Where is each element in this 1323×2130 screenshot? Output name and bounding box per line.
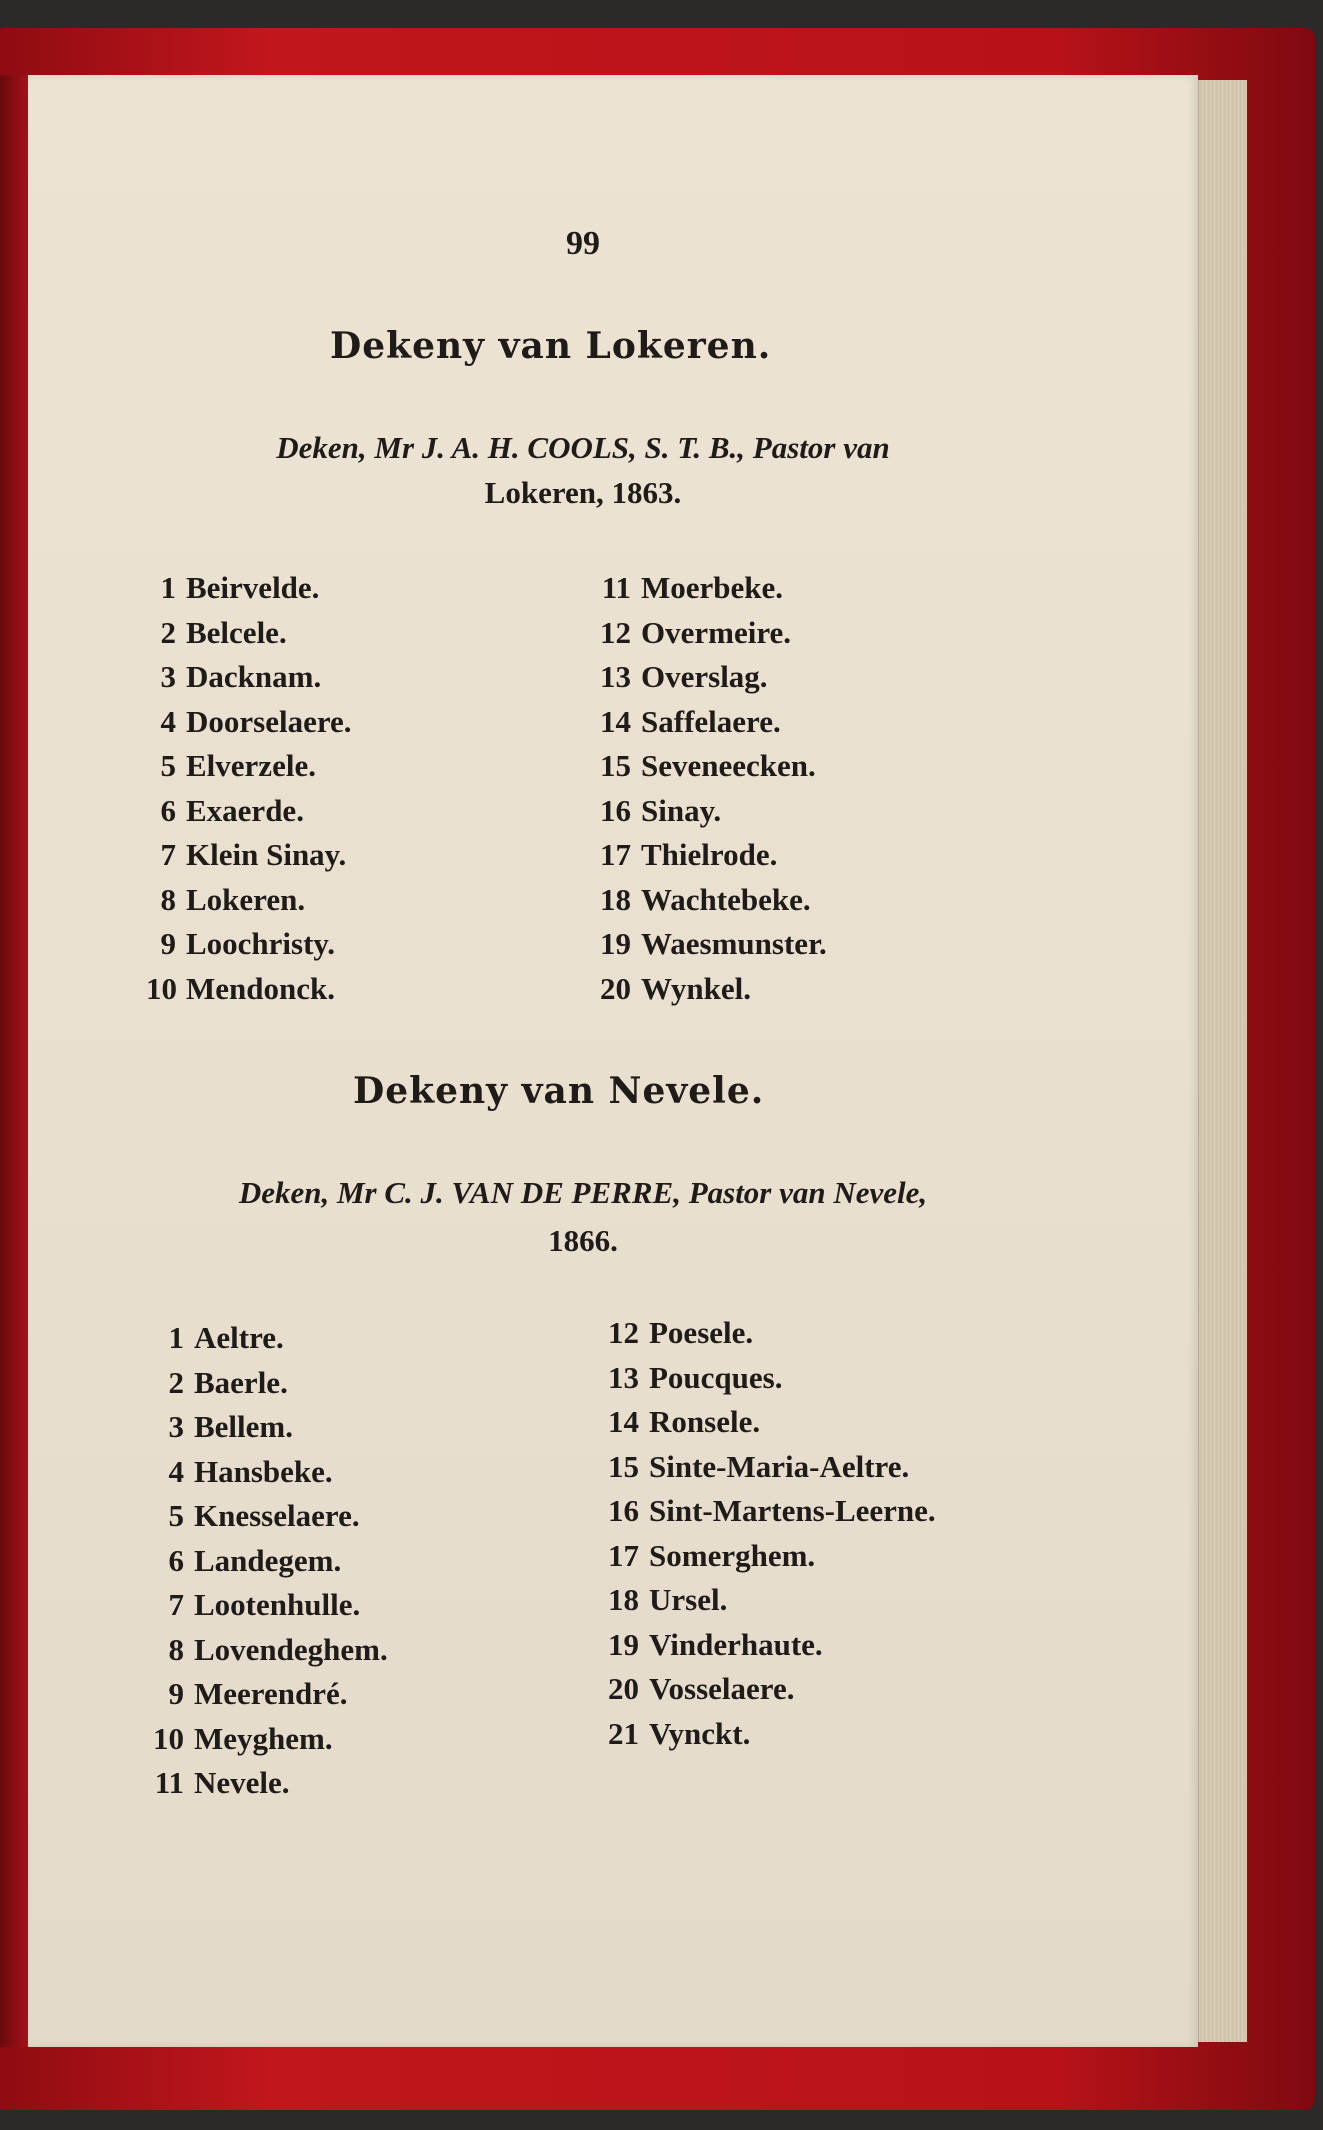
parish-name: Thielrode.: [641, 837, 778, 872]
parish-number: 12: [608, 1315, 639, 1350]
parish-number: 18: [608, 1582, 639, 1617]
parish-name: Elverzele.: [186, 748, 316, 783]
parish-number: 1: [168, 1320, 184, 1355]
parish-entry: [593, 748, 816, 784]
parish-number: 7: [168, 1587, 184, 1622]
parish-entry: [593, 971, 751, 1007]
parish-number: 11: [154, 1765, 184, 1800]
parish-entry: [593, 615, 791, 651]
parish-number: 20: [600, 970, 631, 1006]
parish-number: 5: [168, 1498, 184, 1533]
parish-entry: [601, 1716, 750, 1752]
parish-name: Belcele.: [186, 614, 287, 650]
parish-entry: [146, 615, 287, 651]
parish-name: Wynkel.: [641, 970, 751, 1006]
parish-name: Somerghem.: [649, 1537, 816, 1573]
parish-name: Lokeren.: [186, 881, 306, 917]
parish-entry: [146, 1676, 348, 1712]
section-title-nevele: Dekeny van Nevele.: [353, 1070, 765, 1112]
parish-name: Poesele.: [649, 1315, 754, 1350]
parish-name: Klein Sinay.: [186, 837, 347, 872]
parish-entry: [593, 659, 768, 695]
parish-number: 7: [160, 837, 176, 872]
dean-line-nevele-1: Deken, Mr C. J. VAN DE PERRE, Pastor van Nevele,: [238, 1175, 928, 1210]
parish-entry: [593, 882, 811, 918]
parish-entry: [146, 1498, 360, 1534]
parish-entry: [601, 1315, 753, 1351]
parish-entry: [146, 1721, 333, 1757]
parish-number: 17: [600, 837, 631, 872]
parish-name: Landegem.: [194, 1542, 342, 1578]
page-block-edge: [1198, 80, 1247, 2042]
parish-entry: [146, 882, 305, 918]
parish-number: 16: [600, 792, 631, 828]
parish-entry: [146, 1409, 293, 1445]
parish-name: Sinay.: [641, 792, 722, 828]
parish-number: 2: [160, 614, 176, 650]
parish-number: 16: [608, 1493, 639, 1528]
parish-number: 6: [160, 792, 176, 828]
parish-number: 12: [600, 614, 631, 650]
parish-entry: [146, 1454, 333, 1490]
parish-entry: [146, 1543, 341, 1579]
parish-name: Waesmunster.: [641, 926, 827, 961]
parish-number: 14: [600, 703, 631, 739]
parish-number: 13: [600, 659, 631, 694]
parish-entry: [593, 837, 777, 873]
parish-name: Hansbeke.: [194, 1453, 333, 1489]
parish-entry: [146, 748, 316, 784]
parish-number: 8: [160, 881, 176, 917]
dean-line-nevele-2: 1866.: [548, 1223, 618, 1258]
parish-name: Sinte-Maria-Aeltre.: [649, 1448, 910, 1484]
parish-name: Lootenhulle.: [194, 1587, 361, 1622]
parish-number: 6: [168, 1542, 184, 1578]
parish-number: 11: [601, 570, 631, 605]
parish-entry: [146, 926, 335, 962]
parish-number: 4: [160, 703, 176, 739]
parish-name: Meerendré.: [194, 1676, 348, 1711]
parish-number: 13: [608, 1359, 639, 1395]
parish-number: 18: [600, 881, 631, 917]
parish-number: 17: [608, 1537, 639, 1573]
binding-edge: [0, 75, 28, 2047]
parish-name: Exaerde.: [186, 792, 304, 828]
parish-name: Moerbeke.: [641, 570, 784, 605]
parish-name: Beirvelde.: [186, 570, 320, 605]
parish-name: Wachtebeke.: [641, 881, 811, 917]
parish-number: 21: [608, 1715, 639, 1751]
parish-name: Baerle.: [194, 1364, 288, 1400]
parish-name: Meyghem.: [194, 1720, 333, 1756]
parish-name: Vinderhaute.: [649, 1626, 823, 1662]
parish-entry: [146, 793, 304, 829]
parish-number: 19: [600, 926, 631, 961]
parish-entry: [146, 971, 335, 1007]
parish-entry: [601, 1449, 909, 1485]
parish-number: 3: [160, 659, 176, 694]
parish-name: Vosselaere.: [649, 1671, 795, 1706]
parish-number: 14: [608, 1404, 639, 1439]
parish-name: Doorselaere.: [186, 703, 352, 739]
parish-name: Lovendeghem.: [194, 1631, 388, 1667]
parish-entry: [146, 570, 319, 606]
parish-entry: [146, 837, 346, 873]
parish-entry: [146, 1632, 388, 1668]
parish-number: 19: [608, 1626, 639, 1662]
parish-name: Ursel.: [649, 1582, 728, 1617]
parish-number: 4: [168, 1453, 184, 1489]
parish-entry: [593, 793, 721, 829]
section-title-lokeren: Dekeny van Lokeren.: [330, 325, 772, 367]
parish-entry: [146, 1587, 360, 1623]
parish-name: Saffelaere.: [641, 703, 781, 739]
parish-entry: [601, 1538, 815, 1574]
parish-entry: [146, 1365, 288, 1401]
parish-number: 8: [168, 1631, 184, 1667]
parish-name: Poucques.: [649, 1359, 783, 1395]
parish-entry: [593, 570, 783, 606]
parish-number: 20: [608, 1671, 639, 1706]
parish-number: 5: [160, 748, 176, 783]
parish-name: Mendonck.: [186, 970, 335, 1006]
parish-number: 15: [608, 1448, 639, 1484]
parish-entry: [146, 659, 321, 695]
dean-line-lokeren-2: Lokeren, 1863.: [484, 475, 682, 510]
parish-name: Bellem.: [194, 1409, 293, 1444]
parish-entry: [593, 704, 781, 740]
parish-number: 3: [168, 1409, 184, 1444]
parish-number: 10: [153, 1720, 184, 1756]
parish-number: 2: [168, 1364, 184, 1400]
parish-number: 9: [168, 1676, 184, 1711]
parish-name: Vynckt.: [649, 1715, 751, 1751]
parish-entry: [146, 1765, 290, 1801]
book-page: [28, 75, 1198, 2047]
parish-entry: [601, 1582, 727, 1618]
parish-name: Seveneecken.: [641, 748, 816, 783]
parish-name: Sint-Martens-Leerne.: [649, 1493, 936, 1528]
parish-name: Aeltre.: [194, 1320, 284, 1355]
parish-entry: [593, 926, 827, 962]
parish-entry: [601, 1493, 936, 1529]
parish-name: Ronsele.: [649, 1404, 761, 1439]
parish-entry: [146, 704, 352, 740]
parish-name: Overslag.: [641, 659, 768, 694]
parish-name: Dacknam.: [186, 659, 322, 694]
parish-number: 1: [160, 570, 176, 605]
page-number: 99: [566, 225, 600, 262]
parish-name: Knesselaere.: [194, 1498, 360, 1533]
dean-line-lokeren-1: Deken, Mr J. A. H. COOLS, S. T. B., Pastor van: [276, 430, 890, 465]
parish-entry: [146, 1320, 284, 1356]
parish-name: Overmeire.: [641, 614, 792, 650]
parish-entry: [601, 1671, 795, 1707]
parish-number: 10: [146, 970, 177, 1006]
parish-entry: [601, 1404, 760, 1440]
parish-entry: [601, 1360, 783, 1396]
parish-entry: [601, 1627, 823, 1663]
parish-name: Loochristy.: [186, 926, 335, 961]
parish-number: 15: [600, 748, 631, 783]
parish-name: Nevele.: [194, 1765, 290, 1800]
parish-number: 9: [160, 926, 176, 961]
